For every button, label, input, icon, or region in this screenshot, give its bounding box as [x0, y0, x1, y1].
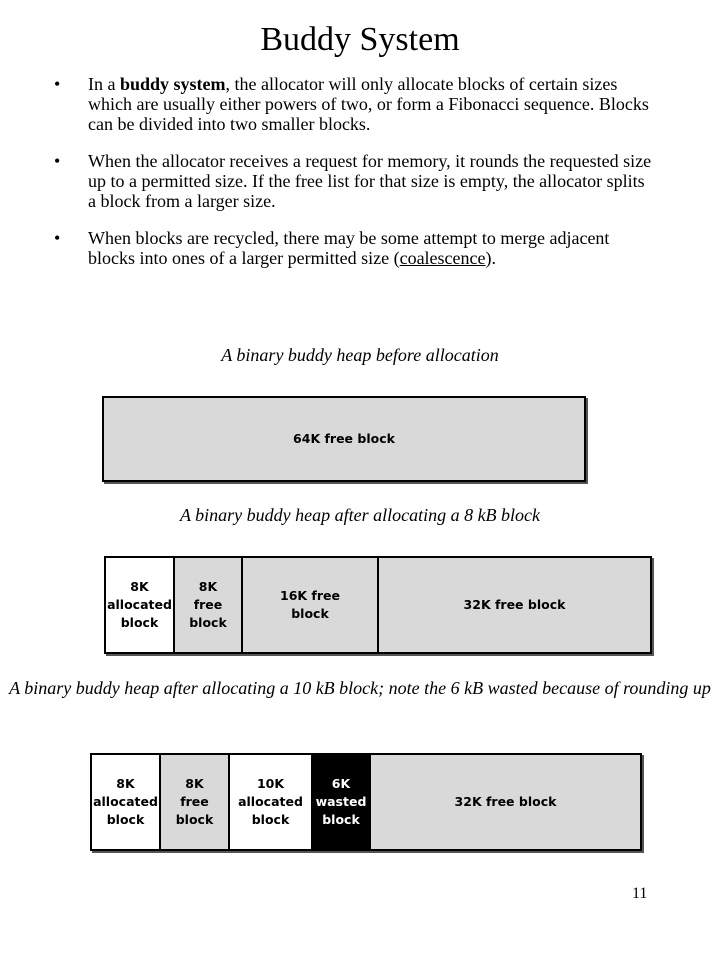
bullet-bold-term: buddy system — [119, 74, 226, 94]
diagram-caption: A binary buddy heap before allocation — [221, 345, 499, 365]
heap-block: 8K free block — [175, 558, 243, 652]
bullet-underlined-term: coalescence — [399, 248, 486, 268]
bullet-dot: • — [54, 74, 61, 94]
heap-diagram — [104, 556, 652, 654]
page-number: 11 — [632, 885, 648, 902]
heap-block: 8K allocated block — [106, 558, 175, 652]
bullet-text: When blocks are recycled, there may be some attempt to merge adjacent blocks into ones of a larger permitted size ( — [88, 228, 610, 268]
bullet-text: , the allocator will only allocate blocks of certain sizes which are usually either powers of two, or form a Fibonacci sequence. Blocks can be divided into two smaller blocks. — [88, 74, 649, 134]
heap-block: 32K free block — [371, 755, 640, 849]
heap-block: 16K free block — [243, 558, 379, 652]
bullet-list — [54, 74, 654, 285]
heap-block: 8K free block — [161, 755, 230, 849]
heap-block: 64K free block — [104, 398, 584, 480]
bullet-item — [54, 151, 654, 211]
heap-block: 6K wasted block — [313, 755, 371, 849]
heap-diagram — [90, 753, 642, 851]
heap-block: 32K free block — [379, 558, 650, 652]
heap-block: 10K allocated block — [230, 755, 313, 849]
bullet-text: When the allocator receives a request for memory, it rounds the requested size up to a permitted size. If the free list for that size is empty, the allocator splits a block from a larger size. — [88, 151, 652, 211]
bullet-text: ). — [485, 248, 497, 268]
bullet-item — [54, 74, 654, 134]
diagram-caption: A binary buddy heap after allocating a 8 kB block — [179, 505, 541, 525]
heap-diagram — [102, 396, 586, 482]
bullet-dot: • — [54, 228, 61, 248]
bullet-item — [54, 228, 654, 268]
slide-title: Buddy System — [260, 21, 460, 58]
diagram-caption: A binary buddy heap after allocating a 10 kB block; note the 6 kB wasted because of rounding up — [9, 678, 711, 698]
bullet-dot: • — [54, 151, 61, 171]
bullet-text: In a — [88, 74, 120, 94]
heap-block: 8K allocated block — [92, 755, 161, 849]
